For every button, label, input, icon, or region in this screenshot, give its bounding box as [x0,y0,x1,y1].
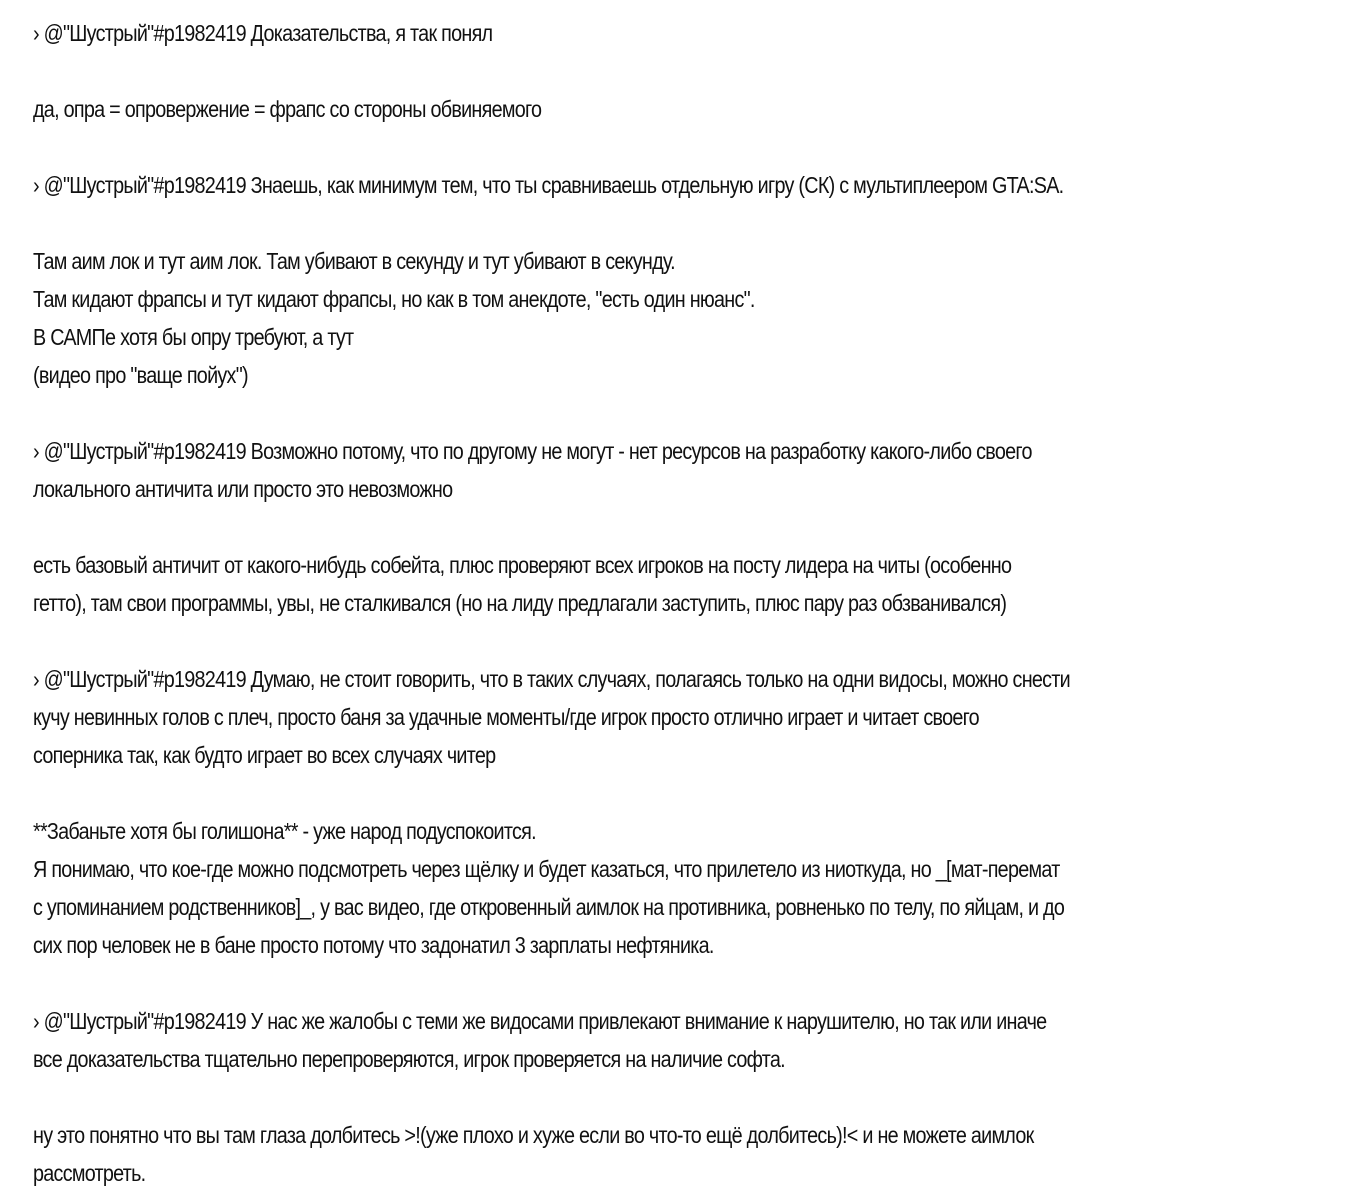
quote-line: › @"Шустрый"#p1982419 Знаешь, как минимум тем, что ты сравниваешь отдельную игру (СК) с мультиплеером GTA:SA. [33,172,1064,198]
paragraph-gap [33,622,1331,660]
paragraph-gap [33,52,1331,90]
quote-line: › @"Шустрый"#p1982419 У нас же жалобы с теми же видосами привлекают внимание к нарушителю, но так или иначе [33,1008,1047,1034]
reply-line: Там кидают фрапсы и тут кидают фрапсы, но как в том анекдоте, "есть один нюанс". [33,286,755,312]
reply-line: Там аим лок и тут аим лок. Там убивают в секунду и тут убивают в секунду. [33,248,675,274]
quote-line: кучу невинных голов с плеч, просто баня за удачные моменты/где игрок просто отлично играет и читает своего [33,704,979,730]
reply-line: с упоминанием родственников]_, у вас видео, где откровенный аимлок на противника, ровненько по телу, по яйцам, и до [33,894,1065,920]
reply-line: есть базовый античит от какого-нибудь собейта, плюс проверяют всех игроков на посту лидера на читы (особенно [33,552,1012,578]
quote-line: соперника так, как будто играет во всех случаях читер [33,742,496,768]
paragraph-gap [33,964,1331,1002]
reply-line: Я понимаю, что кое-где можно подсмотреть через щёлку и будет казаться, что прилетело из ниоткуда, но _[мат-перемат [33,856,1060,882]
quote-line: › @"Шустрый"#p1982419 Доказательства, я так понял [33,20,493,46]
paragraph-gap [33,128,1331,166]
reply-line: рассмотреть. [33,1160,146,1186]
reply-line: сих пор человек не в бане просто потому что задонатил 3 зарплаты нефтяника. [33,932,714,958]
reply-line: **Забаньте хотя бы голишона** - уже народ подуспокоится. [33,818,536,844]
quote-line: все доказательства тщательно перепроверяются, игрок проверяется на наличие софта. [33,1046,785,1072]
paragraph-gap [33,394,1331,432]
quote-line: локального античита или просто это невозможно [33,476,453,502]
paragraph-gap [33,1078,1331,1116]
quote-line: › @"Шустрый"#p1982419 Возможно потому, что по другому не могут - нет ресурсов на разработку какого-либо своего [33,438,1032,464]
reply-line: В САМПе хотя бы опру требуют, а тут [33,324,354,350]
paragraph-gap [33,774,1331,812]
paragraph-gap [33,204,1331,242]
quote-line: › @"Шустрый"#p1982419 Думаю, не стоит говорить, что в таких случаях, полагаясь только на одни видосы, можно снести [33,666,1070,692]
reply-line: (видео про "ваще пойух") [33,362,248,388]
paragraph-gap [33,508,1331,546]
reply-line: да, опра = опровержение = фрапс со стороны обвиняемого [33,96,542,122]
reply-line: ну это понятно что вы там глаза долбитесь >!(уже плохо и хуже если во что-то ещё долбитесь)!< и не можете аимлок [33,1122,1034,1148]
reply-line: гетто), там свои программы, увы, не сталкивался (но на лиду предлагали заступить, плюс пару раз обзванивался) [33,590,1007,616]
